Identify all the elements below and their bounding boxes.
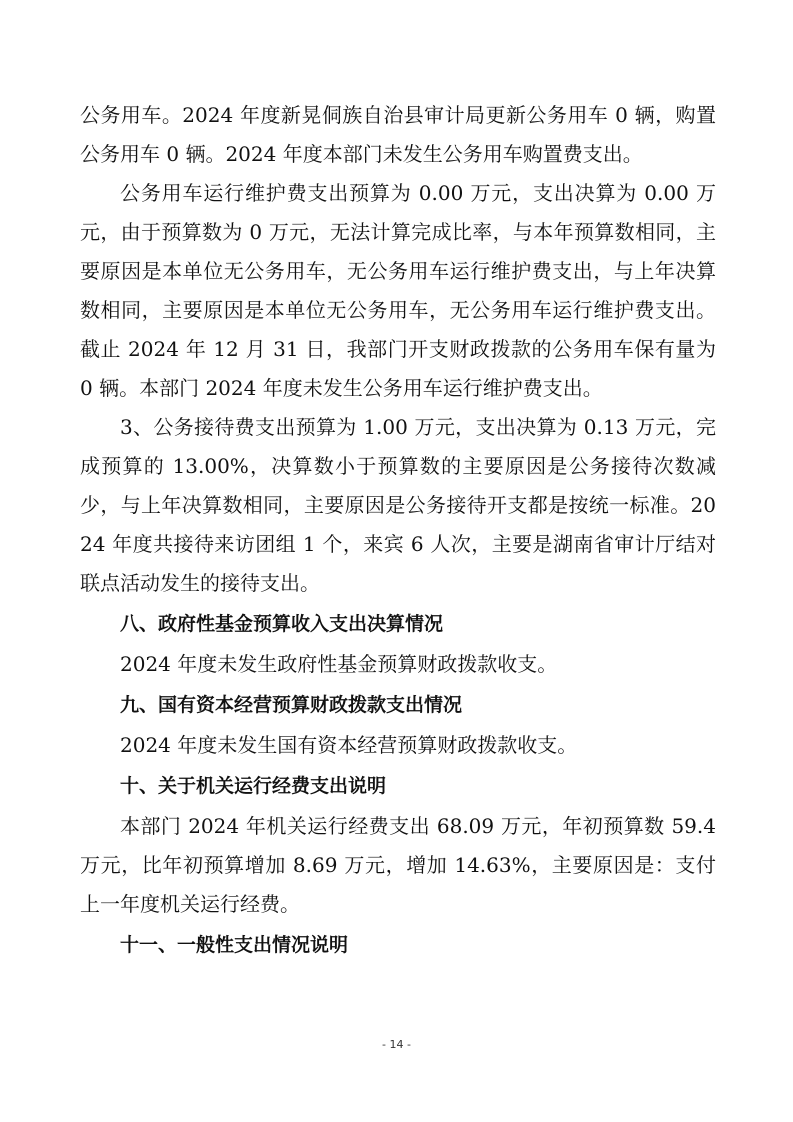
paragraph-operating-expense: 本部门 2024 年机关运行经费支出 68.09 万元，年初预算数 59.4 万元，比年初预算增加 8.69 万元，增加 14.63%，主要原因是：支付上一年度机关运行经费。 [80,814,716,916]
document-body [80,96,716,966]
section-heading-10: 十、关于机关运行经费支出说明 [120,775,387,797]
section-heading-8: 八、政府性基金预算收入支出决算情况 [120,613,444,635]
paragraph-government-fund: 2024 年度未发生政府性基金预算财政拨款收支。 [120,652,558,676]
page-number: - 14 - [382,1038,411,1051]
paragraph-vehicle-maintenance: 公务用车运行维护费支出预算为 0.00 万元，支出决算为 0.00 万元，由于预算数为 0 万元，无法计算完成比率，与本年预算数相同，主要原因是本单位无公务用车，无公务用车运行维护费支出，与上年决算数相同，主要原因是本单位无公务用车，无公务用车运行维护费支出。截止 2024 年 12 月 31 日，我部门开支财政拨款的公务用车保有量为 0 辆。本部门 2024 年度未发生公务用车运行维护费支出。 [80,181,716,400]
paragraph-state-capital: 2024 年度未发生国有资本经营预算财政拨款收支。 [120,733,578,757]
paragraph-vehicle-purchase: 公务用车。2024 年度新晃侗族自治县审计局更新公务用车 0 辆，购置公务用车 0 辆。2024 年度本部门未发生公务用车购置费支出。 [80,103,716,166]
section-heading-9: 九、国有资本经营预算财政拨款支出情况 [120,694,463,716]
paragraph-reception-expense: 3、公务接待费支出预算为 1.00 万元，支出决算为 0.13 万元，完成预算的 13.00%，决算数小于预算数的主要原因是公务接待次数减少，与上年决算数相同，主要原因是公务接待开支都是按统一标准。2024 年度共接待来访团组 1 个，来宾 6 人次，主要是湖南省审计厅结对联点活动发生的接待支出。 [80,415,716,595]
section-heading-11: 十一、一般性支出情况说明 [120,934,349,956]
